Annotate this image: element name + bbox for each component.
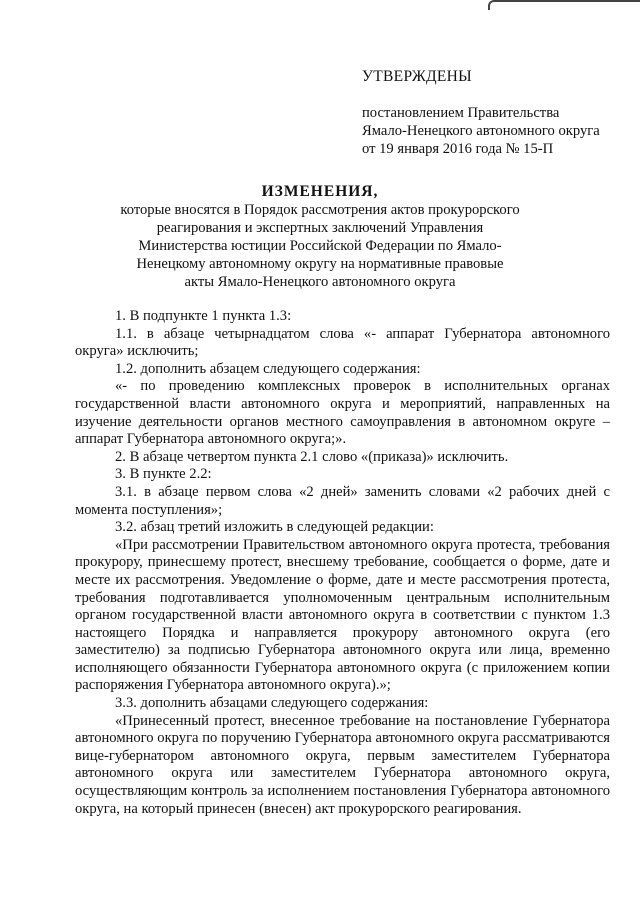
document-body	[75, 308, 610, 818]
document-subtitle: которые вносятся в Порядок рассмотрения актов прокурорского реагирования и экспертных заключений Управления Министерства юстиции Российской Федерации по Ямало-Ненецкому автономному округу на нормативные правовые акты Ямало-Ненецкого автономного округа	[120, 202, 520, 290]
paragraph: 1. В подпункте 1 пункта 1.3:	[115, 308, 292, 324]
paragraph: «- по проведению комплексных проверок в исполнительных органах государственной власти автономного округа и мероприятий, направленных на изучение деятельности органов местного самоуправления в автономном округе – аппарат Губернатора автономного округа;».	[75, 378, 610, 448]
approval-title: УТВЕРЖДЕНЫ	[362, 68, 472, 85]
paragraph: 1.1. в абзаце четырнадцатом слова «- аппарат Губернатора автономного округа» исключить;	[75, 325, 610, 360]
paragraph: 3.2. абзац третий изложить в следующей редакции:	[115, 519, 434, 536]
paragraph: 3.3. дополнить абзацами следующего содержания:	[115, 695, 429, 712]
paragraph: 1.2. дополнить абзацем следующего содержания:	[115, 360, 421, 377]
paragraph: «При рассмотрении Правительством автономного округа протеста, требования прокурору, принесшему протест, внесшему требование, сообщается о форме, дате и месте их рассмотрения. Уведомление о форме, дате и месте рассмотрения протеста, требования подготавливается уполномоченным центральным исполнительным органом государственной власти автономного округа в соответствии с пунктом 1.3 настоящего Порядка и направляется прокурору автономного округа (его заместителю) за подписью Губернатора автономного округа или лица, временно исполняющего обязанности Губернатора автономного округа (с приложением копии распоряжения Губернатора автономного округа).»;	[75, 536, 610, 694]
paragraph: 3. В пункте 2.2:	[115, 466, 212, 483]
paragraph: «Принесенный протест, внесенное требование на постановление Губернатора автономного округа по поручению Губернатора автономного округа рассматриваются вице-губернатором автономного округа, первым заместителем Губернатора автономного округа или заместителем Губернатора автономного округа, осуществляющим контроль за исполнением постановления Губернатора автономного округа, на который принесен (внесен) акт прокурорского реагирования.	[75, 712, 610, 817]
approval-line-3: от 19 января 2016 года № 15-П	[362, 141, 554, 157]
paragraph: 2. В абзаце четвертом пункта 2.1 слово «(приказа)» исключить.	[115, 448, 509, 465]
scan-corner-mark	[488, 0, 640, 10]
approval-block	[362, 68, 632, 158]
paragraph: 3.1. в абзаце первом слова «2 дней» заменить словами «2 рабочих дней с момента поступления»;	[75, 483, 610, 518]
approval-line-1: постановлением Правительства	[362, 105, 560, 121]
approval-line-2: Ямало-Ненецкого автономного округа	[362, 123, 600, 139]
document-title: ИЗМЕНЕНИЯ,	[261, 183, 379, 200]
